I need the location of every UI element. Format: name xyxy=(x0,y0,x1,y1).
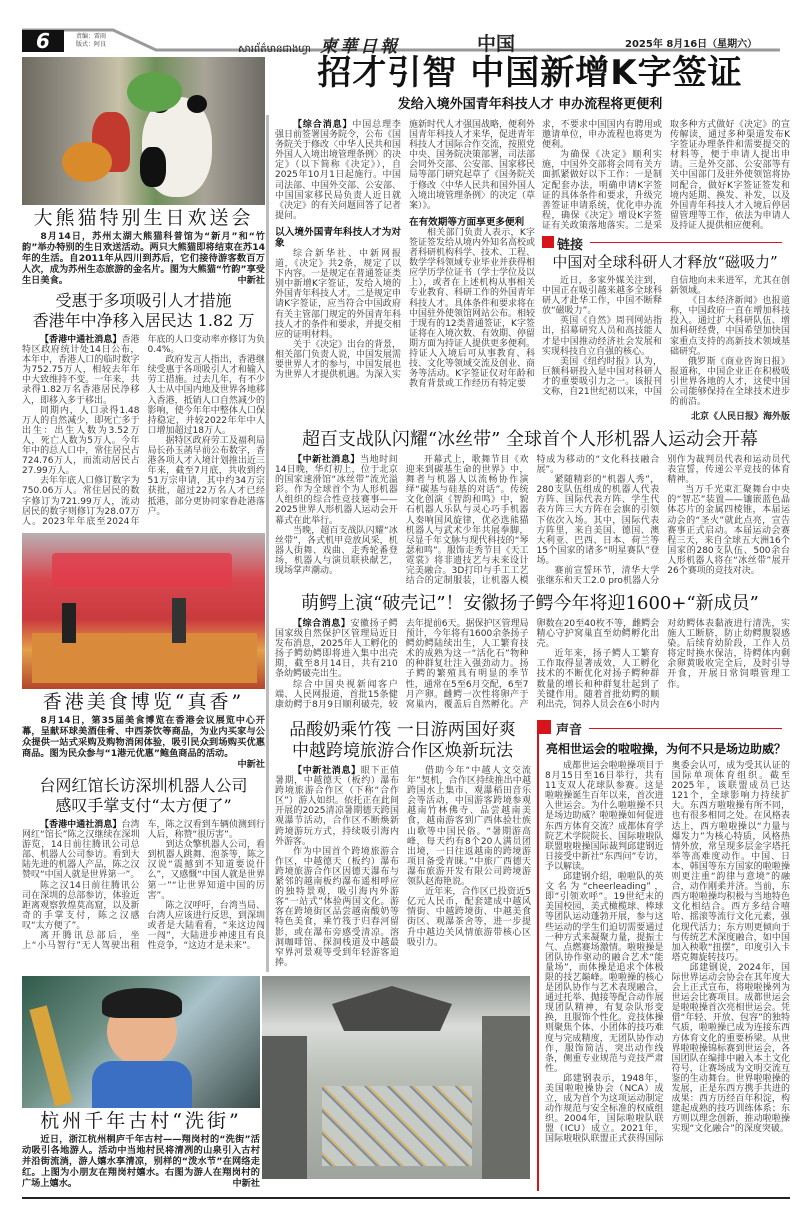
paragraph-text: 邱建钢介绍，啦啦队的英文名为“cheerleading”，即“引领欢呼”。19世纪末的美国校园，美式橄榄球、棒球等团队运动蓬勃开展，参与这些运动的学生们迫切需要通过一种方式来凝聚力量，提振士气、点燃赛场激情。啦啦操是团队协作驱动的融合艺术“能量场”，而体操是追求个体极限的技艺巅峰。啦啦操的核心是团队协作与艺术表现融合，通过托举、抛接等配合动作展现团队精神，有复杂队形变换，且服饰个性化。竞技体操则聚焦个体、小团体的技巧难度与完成精度，无团队协作动作，服饰简洁，突出动作线条，侧重专业规范与竞技严肃性。 xyxy=(545,872,664,1074)
paragraph xyxy=(275,120,401,221)
paragraph xyxy=(275,455,398,526)
photo-credit: 中新社 xyxy=(237,275,265,286)
paragraph-text: 同期内，人口录得1.48万人的自然减少，即死亡多于出生：出生人数为3.52万人，死亡人数为5万人。今年年中的总人口中，常住居民占724.76万人，而流动居民占27.99万人。 xyxy=(22,405,140,477)
voice-box-border xyxy=(537,720,539,1191)
paragraph-text: 紧随精彩的“机器人秀”，280支队伍组成的机器人代表方阵、国际代表方阵、学生代表方阵三大方阵在会旗的引领下依次入场。其中，国际代表方阵里，来自美国、德国、澳大利亚、巴西、日本、荷兰等15个国家的诸多“明星赛队”登场。 xyxy=(536,475,660,566)
paragraph xyxy=(667,485,790,576)
paragraph-text: 关于《决定》出台的背景，相关部门负责人说，中国发展需要世界人才的参与，中国发展也为世界人才提供机遇。为深入实施新时代人才强国战略，便利外国青年科技人才来华，促进青年科技人才国际合作交流，按照党中央、国务院决策部署，司法部会同外交部、公安部、国家移民局等部门研究起草了《国务院关于修改〈中华人民共和国外国人入境出境管理条例〉的决定（草案）》。 xyxy=(275,120,536,381)
food-expo-title: 香港美食博览“真香” xyxy=(42,691,245,713)
paragraph xyxy=(22,881,140,931)
dateline: 【香港中通社消息】 xyxy=(40,335,122,345)
main-article-body-continued xyxy=(542,120,790,231)
khmer-name: សារព័ត៌មានជាងហ្វា xyxy=(238,44,311,55)
paragraph-text: 据特区政府劳工及福利局局长孙玉菡早前公布数字，香港各项人才入境计划推出近三年来，截至7月底，共收到约51万宗申请，其中约34万宗获批，超过22万名人才已经抵港，部分更协同家眷赴港落户。 xyxy=(147,435,265,517)
paragraph xyxy=(148,436,266,517)
paragraph-text: 开幕式上，歌舞节目《欢迎来到碳基生命的世界》中，舞者与机器人以流畅协作演绎“碳基与硅基的对话”。传统文化创演《智韵和鸣》中，貌石机器人乐队与灵心巧手机器人奏响国风旋律，优必选熊猫机器人与武术少年共展拳脚，尽显千年文脉与现代科技的“琴瑟和鸣”。服饰走秀节目《天工霓裳》将非遗技艺与未来设计完美融合。3D打印与手工工艺结合的定制服装，让机器人模特成为移动的“文化科技融合展”。 xyxy=(405,455,660,587)
page-number: 6 xyxy=(36,29,50,53)
panda-photo xyxy=(22,57,265,205)
hk-population-body xyxy=(22,335,265,527)
paragraph-text: 中国总理李强日前签署国务院令，公布《国务院关于修改〈中华人民共和国外国人入境出境管理条例〉的决定》（以下简称《决定》），自2025年10月1日起施行。中国司法部、中国外交部、公安部、中国国家移民局负责人近日就《决定》的有关问题回答了记者提问。 xyxy=(275,120,402,221)
paragraph-text: 作为中国首个跨境旅游合作区，中越德天（板约）瀑布跨境旅游合作区因德天瀑布与紧邻的越南板约瀑布遥相呼应的独特景观，吸引海内外游客“一站式”体验两国文化。游客在跨境街区品尝越南酸奶等特色美食，乘竹筏于归春河留影，或在瀑布旁感受清凉。溶洞咖啡馆、探洞栈道及中越最窄界河景观等受到年轻游客追捧。 xyxy=(275,846,399,968)
editor-credit: 责编：雷雨 xyxy=(76,33,107,40)
link-source: 北京《人民日报》海外版 xyxy=(690,412,790,422)
page-bottom-rule xyxy=(22,1197,790,1199)
paragraph xyxy=(542,120,662,150)
dateline: 【综合消息】 xyxy=(293,120,353,130)
main-headline: 招才引智 中国新增K字签证 xyxy=(317,53,743,93)
paragraph-text: 陈之汉呼吁，台湾当局、台湾人应该进行反思，到深圳或者是大陆看看，“来这边闯一闯”，大陆进步神速且有良性竞争，“这边才是未来”。 xyxy=(147,900,265,952)
hangzhou-title: 杭州千年古村“洗街” xyxy=(40,1110,242,1132)
page-number-box xyxy=(22,30,64,52)
paragraph-text: 求，不要求中国国内有聘用或邀请单位，申办流程也将更为便利。 xyxy=(542,120,662,151)
hangzhou-square-photo xyxy=(262,976,530,1179)
paragraph-text: 赛前宣誓环节，清华大学张继东和天工2.0 pro机器人分别作为裁判员代表和运动员代表宣誓，传递公平竞技的体育精神。 xyxy=(536,455,790,587)
dateline: 【中新社消息】 xyxy=(293,455,361,465)
tourism-body xyxy=(275,766,531,968)
paragraph xyxy=(542,276,662,316)
link-label: 链接 xyxy=(557,238,584,253)
taiwan-headline: 台网红馆长访深圳机器人公司 感叹手掌支付“太方便了” xyxy=(39,776,248,815)
paragraph xyxy=(542,316,662,356)
paragraph xyxy=(537,475,660,566)
paragraph-text: 当地时间14日晚，华灯初上，位于北京的国家速滑馆“冰丝带”流光溢彩。作为全球首个为人形机器人组织的综合性竞技赛事——2025世界人形机器人运动会开幕式在此举行。 xyxy=(275,455,398,526)
paragraph xyxy=(545,761,664,872)
photo-credit: 中新社 xyxy=(237,759,265,770)
paragraph-text: 香港特区政府统计处14日公布，本年中，香港人口的临时数字为752.75万人，相较去年年中大致维持不变。一年来，共录得1.82万名香港居民净移入，即移入多于移出。 xyxy=(22,335,140,406)
voice-label: 声音 xyxy=(556,723,583,738)
paragraph-text: 离开腾讯总部后，坐上“小马智行”无人驾驶出租车，陈之汉看到车辆侦测到行人后，称赞“很厉害”。 xyxy=(22,820,265,952)
paragraph-text: 当万千光束汇聚舞台中央的“智芯”装置——镶嵌蓝色晶体芯片的金属四棱锥，本届运动会的“圣火”就此点亮，宣告赛事正式启动。本届运动会赛程三天，来自全球五大洲16个国家的280支队伍、500余台人形机器人将在“冰丝带”展开26个赛项的竞技对决。 xyxy=(667,485,790,577)
food-expo-caption: 8月14日，第35届美食博览在香港会议展览中心开幕，呈献环球美酒佳肴、中西茶饮等商品，为业内买家与公众提供一站式采购及购物消闲体验，吸引民众到场购买优惠商品。图为民众参与“1港元优惠”鲍鱼商品的活动。 中新社 xyxy=(22,715,265,770)
paragraph-text: 眼下正值暑期，中越德天（板约）瀑布跨境旅游合作区（下称“合作区”）游人如织。依托正在此间开展的2025清凉暑期德天跨国观瀑节活动，合作区不断焕新跨境游玩方式，持续吸引海内外游客。 xyxy=(275,766,399,847)
paragraph-text: 相关部门负责人表示，K字签证签发给从境内外知名高校或者科研机构科学、技术、工程、数学学科领域专业毕业并获得相应学历学位证书（学士学位及以上），或者在上述机构从事相关专业教育、科研工作的外国青年科技人才。具体条件和要求将在中国驻外使领馆网站公布。相较于现有的12类普通签证，K字签证将在入境次数、有效期、停留期方面为持证人提供更多便利。持证人入境后可从事教育、科技、文化等领域交流及创业、商务等活动。K字签证仅对年龄和教育背景或工作经历有特定要 xyxy=(409,227,536,390)
paragraph xyxy=(148,901,266,951)
paragraph-text: 综合新华社、中新网报道，《决定》共2条，规定了以下内容。一是规定在普通签证类别中新增K字签证，发给入境的外国青年科技人才。二是规定申请K字签证，应当符合中国政府有关主管部门规定的外国青年科技人才的条件和要求，并提交相应的证明材料。 xyxy=(275,248,402,340)
dateline: 【综合消息】 xyxy=(293,619,351,629)
paragraph-text: 近年来，合作区已投资近5亿元人民币，配套建成中越风情街、中越跨境街、中越美食街区、观瀑茶舍等，进一步提升中越边关风情旅游带核心区吸引力。 xyxy=(407,887,531,948)
paragraph-text: 当晚，超百支战队闪耀“冰丝带”，各式机甲竞放风采，机器人街舞、戏曲、走秀轮番登场，机器人与演员联袂献艺，现场掌声潮动。 xyxy=(275,525,398,577)
dateline: 【中新社消息】 xyxy=(293,766,361,776)
paragraph-text: 近年来，扬子鳄人工繁育工作取得显著成效，人工孵化技术的不断优化对扬子鳄种群数量的增长和种群复壮起到了关键作用。随着首批幼鳄的顺利出壳，饲养人员会在6小时内对幼鳄体表黏液进行清洗，实施人工断脐，防止幼鳄腹裂感染。后续育幼阶段，工作人员将定时换水保洁，待鳄体内剩余卵黄吸收完全后，及时引导开食，开展日常饲喂管理工作。 xyxy=(536,619,790,710)
red-marker-icon xyxy=(537,720,551,734)
red-marker-icon xyxy=(542,236,554,248)
paragraph xyxy=(275,847,399,968)
panda-caption: 8月14日，苏州太湖大熊猫科普馆为“新月”和“竹韵”举办特别的生日欢送活动。两只大熊猫即将结束在苏14年的生活。自2011年从四川到苏后，它们接待游客数百万人次，成为苏州生态旅游的金名片。图为大熊猫“竹韵”享受生日美食。 中新社 xyxy=(22,231,265,286)
main-subheadline: 发给入境外国青年科技人才 申办流程将更便利 xyxy=(397,97,663,112)
section-rule xyxy=(590,242,782,243)
paragraph-text: 台湾网红“馆长”陈之汉继续在深圳游览，14日前往腾讯公司总部、机器人公司参访。看到大陆先进的机器人产品，陈之汉赞叹“中国人就是世界第一”。 xyxy=(22,820,140,881)
food-expo-photo xyxy=(22,533,265,689)
paragraph xyxy=(148,355,266,436)
hangzhou-caption: 近日，浙江杭州桐庐千年古村——翔岗村的“洗街”活动吸引各地游人。活动中当地村民将清冽的山泉引入古村并沿街流淌，游人嬉水享清凉，别样的“泼水节”在网络走红。上图为小朋友在翔岗村嬉水。右图为游人在翔岗村的广场上嬉水。 中新社 xyxy=(22,1134,260,1189)
paragraph-text: 邱建钢说，2024年，国际世界运动会协会在其年度大会上正式宣布，将啦啦操列为世运会比赛项目。成都世运会是啦啦操首次亮相世运会。凭借“年轻、开放、包容”的独特气质，啦啦操已成为连接东西方体育文化的重要桥梁。从世界啦啦操锦标赛到世运会，各国团队在编排中融入本土文化符号，让赛场成为文明交流互鉴的生动舞台。世界啦啦操的发展，正是东西方携手共进的成果：西方历经百年积淀，构建起成熟的技巧训练体系；东方则以理念创新，推动啦啦操实现“文化融合”的深度突破。 xyxy=(671,962,790,1135)
subheading: 以入境外国青年科技人才为对象 xyxy=(275,226,401,249)
link-headline: 中国对全球科研人才释放“磁吸力” xyxy=(552,253,778,271)
paragraph xyxy=(275,526,398,576)
paragraph xyxy=(545,872,664,1074)
voice-body xyxy=(545,761,790,1145)
paragraph-text: 政府发言人指出，香港继续受惠于各项吸引人才和输入劳工措施。过去几年，有不少人士从中国内地及世界各地移入香港，抵销人口自然减少的影响，使今年年中整体人口保持稳定，并较2022年年中人口增加超过18万人。 xyxy=(147,355,265,436)
paragraph-text: 为确保《决定》顺利实施，中国外交部将会同有关方面抓紧做好以下工作：一是制定配套办法，明确申请K字签证的具体条件和要求，升级完善签证申请系统，优化申办流程，确保《决定》增设K字签证有关政策落地落实。二是采取多种方式做好《决定》的宣传解读，通过多种渠道发布K字签证办理条件和需要提交的材料等，便于申请人提出申请。三是外交部、公安部等有关中国部门及驻外使领馆将协同配合，做好K字签证签发和境内延期、换发、补发，以及外国青年科技人才入境后停居留管理等工作，依法为申请人及持证人提供相应便利。 xyxy=(542,120,790,231)
paragraph-text: 邱建钢表示，1948年，美国啦啦操协会（NCA）成立，成为首个为这项运动制定动作规范与安全标准的权威组织。2004年，国际啦啦队联盟（ICU）成立。2021年，国际啦啦队联盟正式获得国际奥委会认可，成为受其认证的国际单项体育组织。截至2025年，该联盟成员已达121个，全球影响力持续扩大。东西方啦啦操有所不同，也有很多相同之处。在风格表达上，西方啦啦操以“力量与爆发力”为核心特质，风格热情外放，常呈现多层金字塔托举等高难度动作。中国、日本、韩国等东方国家的啦啦操则更注重“韵律与意境”的融合，动作刚柔并济。当前，东西方啦啦操均积极与当地特色文化相结合。西方多结合嘻哈、摇滚等流行文化元素，强化现代活力；东方则更倾向于与传统艺术深度融合，如中国加入秧歌“扭摆”，印度引入卡塔克舞旋转技巧。 xyxy=(545,761,790,1145)
main-article-body xyxy=(275,120,535,389)
paragraph-text: 英国《自然》周刊网站指出，招募研究人员和高技能人才是中国推动经济社会发展和实现科技自立自强的核心。 xyxy=(542,316,662,357)
link-section-header xyxy=(542,235,790,253)
section-name: 中国 xyxy=(477,33,516,55)
layout-credit: 版式：阿良 xyxy=(76,41,107,48)
paragraph-text: 去年年底人口修订数字为750.06万人。常住居民的数字修订为721.99万人，流动居民的数字则修订为28.07万人。2023年年底至2024年年底的人口变动率亦修订为负0.4%。 xyxy=(22,335,265,527)
paragraph xyxy=(670,296,790,357)
voice-headline: 亮相世运会的啦啦操，为何不只是场边助威？ xyxy=(545,742,786,756)
dateline: 【香港中通社消息】 xyxy=(40,820,122,830)
alligator-headline: 萌鳄上演“破壳记”！安徽扬子鳄今年将迎1600+“新成员” xyxy=(301,593,759,614)
section-rule xyxy=(589,728,782,729)
paragraph-text: 到达众擎机器人公司，看到机器人跳舞、泡茶等，陈之汉说“震撼到不知道要说什么”，又感慨“中国人就是世界第一”“让世界知道中国的厉害”。 xyxy=(147,840,265,901)
paragraph-text: 陈之汉14日前往腾讯公司在深圳的总部参访，体验近距离观察敦煌莫高窟，以及新奇的手掌支付，陈之汉感叹“太方便了”。 xyxy=(22,880,140,931)
paragraph xyxy=(409,228,535,390)
panda-title: 大熊猫特别生日欢送会 xyxy=(33,207,254,229)
paragraph xyxy=(22,820,140,881)
paragraph-text: 近日，多家外媒关注到，中国正在吸引越来越多全球科研人才赴华工作，中国不断释放“磁吸力”。 xyxy=(542,276,662,317)
masthead-logo: 柬華日報 xyxy=(320,37,401,57)
paragraph xyxy=(275,619,398,680)
link-body xyxy=(542,276,790,407)
issue-date: 2025年 8月16日（星期六） xyxy=(625,39,758,50)
paragraph-text: 美国《纽约时报》认为，巨额科研投入是中国对科研人才的重要吸引力之一。该报刊文称，自21世纪初以来，中国自信地向未来进军，尤其在创新领域。 xyxy=(542,276,790,398)
paragraph-text: 俄罗斯《商业咨询日报》报道称，中国企业正在积极吸引世界各地的人才，这使中国公司能够保持在全球技术进步的前沿。 xyxy=(670,356,790,408)
alligator-body xyxy=(275,619,790,710)
paragraph-text: 综合中国央视新闻客户端、人民网报道，首批15条健康幼鳄于8月9日顺利破壳，较去年提前6天。据保护区管理局预计，今年将有1600余条扬子鳄幼鳄陆续出生，人工繁育技术的成熟为这一“活化石”物种的种群复壮注入强劲动力。扬子鳄的繁殖具有明显的季节性，通常在5至6月交配，6至7月产卵。雌鳄一次性将卵产于窝巢内，覆盖后自然孵化。产卵数在20至40枚不等，雌鳄会精心守护窝巢直至幼鳄孵化出壳。 xyxy=(275,619,660,710)
paragraph xyxy=(407,887,531,948)
paragraph xyxy=(672,963,791,1135)
tourism-headline: 品酸奶乘竹筏 一日游两国好爽 中越跨境旅游合作区焕新玩法 xyxy=(289,720,516,761)
taiwan-body xyxy=(22,820,265,951)
hk-population-headline: 受惠于多项吸引人才措施 香港年中净移入居民达 1.82 万 xyxy=(32,291,255,330)
robots-body xyxy=(275,455,790,586)
paragraph xyxy=(22,335,140,406)
voice-section-header xyxy=(537,720,790,736)
paragraph-text: 借助今年“中越人文交流年”契机，合作区持续推出中越跨国水上集市、观瀑稻田音乐会等活动，中国游客跨境参观越南竹林佛寺、品尝越南美食，越南游客到广西体验壮族山歌等中国民俗。“暑期游高峰，每天约有8个20人满员团出境，一日往返越南的跨境游项目备受青睐。”中旅广西德天瀑布旅游开发有限公司跨境游领队赵海艳说。 xyxy=(407,766,531,888)
paragraph xyxy=(22,406,140,477)
subheading: 在有效期等方面享更多便利 xyxy=(409,216,525,228)
column-divider xyxy=(266,115,269,972)
photo-credit: 中新社 xyxy=(232,1178,260,1189)
paragraph xyxy=(148,840,266,901)
paragraph-text: 《日本经济新闻》也报道称，中国政府一直在增加科技投入。通过扩大科研队伍、增加科研经费，中国希望加快国家重点支持的高新技术领域基础研究。 xyxy=(670,296,790,357)
paragraph-text: 成都世运会啦啦操项目于8月15日至16日举行，共有11支双人花球队参赛。这是啦啦操诞生百年以来，首次进入世运会。为什么啦啦操不只是场边助威？啦啦操如何促进东西方体育交流？成都体育学院艺术学院院长、国际啦啦队联盟啦啦操国际裁判邱建钢近日接受中新社“东西问”专访，予以解读。 xyxy=(545,761,664,872)
paragraph xyxy=(275,249,401,340)
robots-headline: 超百支战队闪耀“冰丝带” 全球首个人形机器人运动会开幕 xyxy=(301,429,759,450)
paragraph xyxy=(407,766,531,887)
paragraph xyxy=(275,766,399,847)
paragraph-text: 安徽扬子鳄国家级自然保护区管理局近日发布消息，2025年人工孵化的扬子鳄幼鳄即将进入集中出壳期，截至8月14日，共有210条幼鳄破壳出生。 xyxy=(275,619,398,680)
hangzhou-child-photo xyxy=(22,976,260,1108)
page-header xyxy=(0,0,800,56)
paragraph xyxy=(670,357,790,407)
